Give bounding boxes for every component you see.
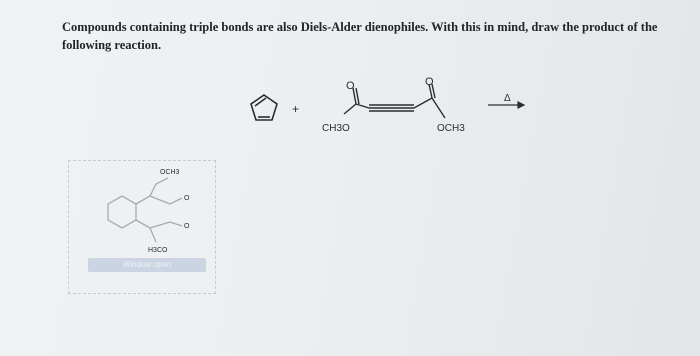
carbonyl-o-right: O: [425, 76, 434, 88]
window-open-button[interactable]: Window open: [88, 258, 206, 272]
answer-o-label-1: O: [184, 195, 190, 202]
right-ester-label: OCH3: [437, 123, 465, 134]
left-ester-label: CH3O: [322, 123, 350, 134]
question-text: Compounds containing triple bonds are also Diels-Alder dienophiles. With this in mind, draw the product of the following reaction.: [62, 20, 658, 52]
heat-symbol: Δ: [504, 93, 511, 104]
answer-top-label: OCH3: [160, 169, 180, 176]
carbonyl-o-left: O: [346, 80, 355, 92]
plus-sign: +: [292, 102, 300, 116]
answer-o-label-2: O: [184, 223, 190, 230]
answer-bottom-label: H3CO: [148, 247, 168, 254]
